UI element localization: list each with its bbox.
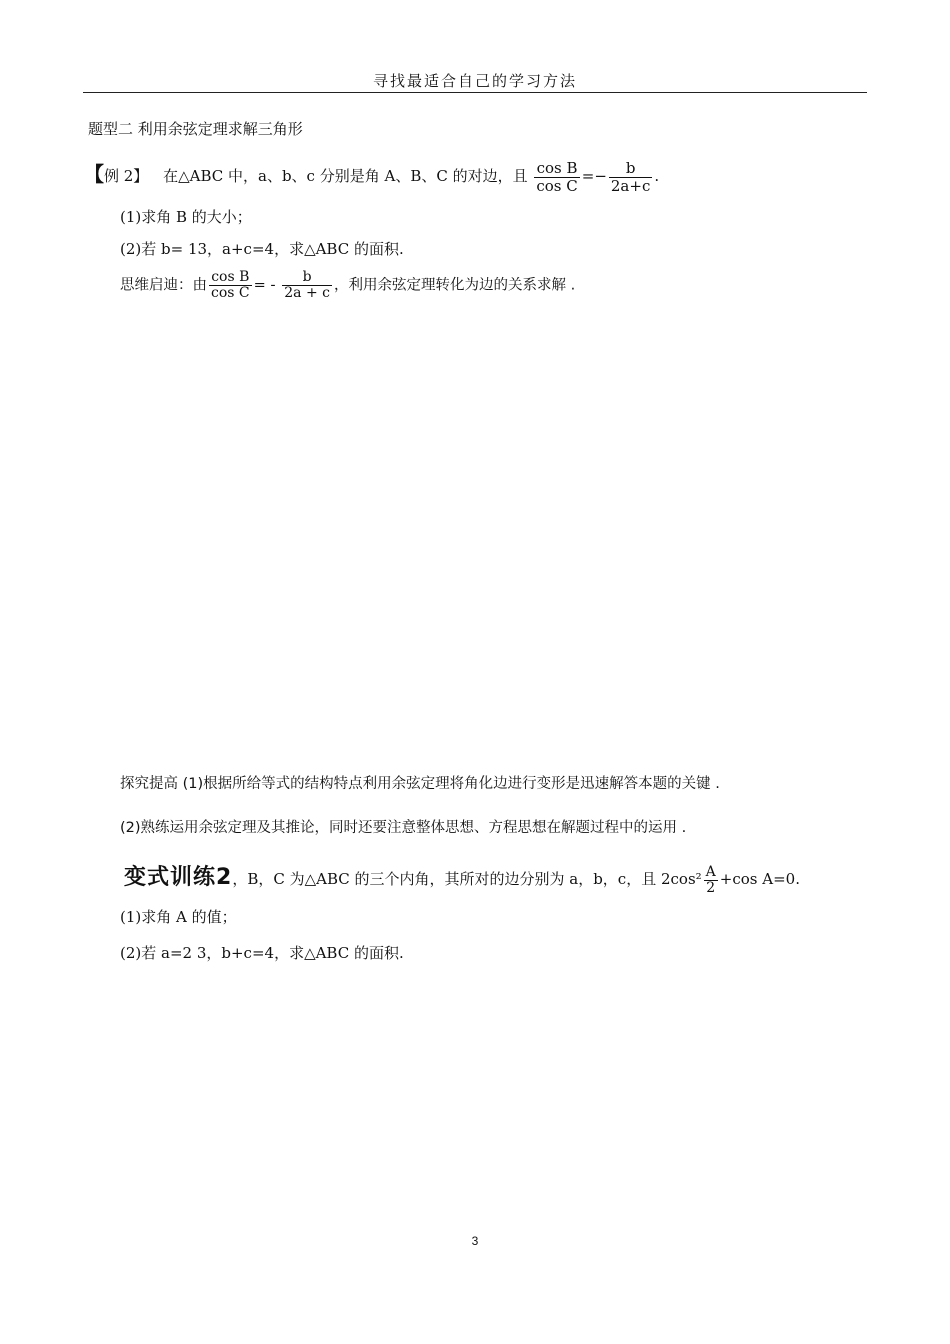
fraction-numerator: A [705, 863, 716, 880]
fraction-numerator: b [282, 270, 332, 286]
hint-prefix: 思维启迪：由 [120, 277, 207, 294]
fraction-denominator: 2 [706, 879, 716, 896]
fraction-numerator: b [609, 160, 652, 178]
hint-equals-minus: = - [253, 277, 276, 294]
fraction-denominator: 2a+c [610, 176, 651, 195]
fraction-numerator: cos B [534, 160, 579, 178]
explore-line-2: (2)熟练运用余弦定理及其推论，同时还要注意整体思想、方程思想在解题过程中的运用 . [120, 820, 687, 836]
example-badge-label: 例 2】 [104, 167, 149, 185]
hint-line [120, 270, 575, 301]
hint-fraction-cos [209, 270, 252, 301]
example-stem-prefix: 在△ABC 中，a、b、c 分别是角 A、B、C 的对边，且 [163, 167, 528, 185]
variant-question-2: (2)若 a=2 3，b+c=4，求△ABC 的面积. [120, 944, 404, 962]
example-question-1: (1)求角 B 的大小； [120, 208, 252, 226]
hint-fraction-b [282, 270, 332, 301]
hint-suffix: ，利用余弦定理转化为边的关系求解 . [333, 277, 576, 294]
example-fraction-cos [534, 160, 579, 195]
example-question-2: (2)若 b= 13，a+c=4，求△ABC 的面积. [120, 240, 404, 258]
fraction-denominator: cos C [536, 176, 578, 195]
variant-question-1: (1)求角 A 的值； [120, 908, 237, 926]
variant-title: 变式训练2 [124, 865, 233, 890]
header-divider [83, 92, 867, 93]
section-title: 题型二 利用余弦定理求解三角形 [88, 120, 303, 138]
equals-minus: =− [581, 167, 607, 185]
example-badge-bracket: 【 [84, 162, 104, 186]
stem-period: . [654, 167, 660, 185]
variant-2-stem [124, 860, 800, 896]
variant-stem-prefix: ，B，C 为△ABC 的三个内角，其所对的边分别为 a，b，c，且 2cos² [232, 870, 702, 888]
variant-stem-suffix: +cos A=0. [719, 870, 800, 888]
page-header: 寻找最适合自己的学习方法 [372, 72, 577, 90]
example-fraction-b [609, 160, 652, 195]
fraction-denominator: 2a + c [284, 285, 330, 301]
fraction-numerator: cos B [209, 270, 252, 286]
fraction-denominator: cos C [211, 285, 250, 301]
variant-fraction-a-half [704, 865, 718, 896]
explore-line-1: 探究提高 (1)根据所给等式的结构特点利用余弦定理将角化边进行变形是迅速解答本题的关键 . [120, 776, 720, 792]
page-number: 3 [471, 1234, 479, 1248]
example-2-stem [84, 158, 659, 195]
